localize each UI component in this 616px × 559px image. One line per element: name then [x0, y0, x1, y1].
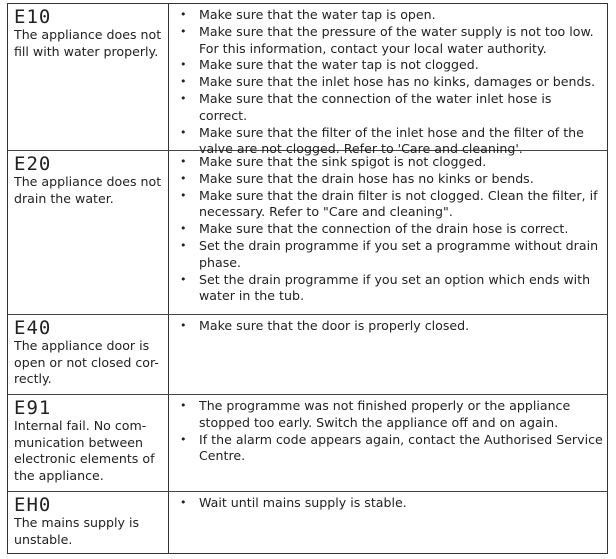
solution-list	[177, 318, 603, 335]
solution-list	[177, 154, 603, 305]
problem-description: The mains supply is unstable.	[14, 515, 140, 547]
table-row	[8, 491, 607, 553]
list-item: • Set the drain programme if you set an option which ends with water in the tub.	[177, 272, 603, 306]
alarm-code: E91	[14, 397, 52, 419]
list-item: • Make sure that the drain filter is not clogged. Clean the filter, if necessary. Refer to "Care and cleaning".	[177, 188, 603, 222]
problem-cell	[8, 4, 169, 150]
list-item: • Make sure that the connection of the water inlet hose is correct.	[177, 91, 603, 125]
list-item: • The programme was not finished properly or the appliance stopped too early. Switch the appliance off and on again.	[177, 398, 603, 432]
list-item: • If the alarm code appears again, contact the Authorised Service Centre.	[177, 432, 603, 466]
list-item: • Make sure that the filter of the inlet hose and the filter of the valve are not clogged. Refer to 'Care and cleaning'.	[177, 125, 603, 159]
problem-description: The appliance does not fill with water properly.	[14, 27, 162, 59]
problem-cell	[8, 151, 169, 314]
solution-cell	[169, 151, 607, 314]
list-item: • Make sure that the pressure of the water supply is not too low. For this information, contact your local water authority.	[177, 24, 603, 58]
solution-cell	[169, 395, 607, 491]
list-item: • Make sure that the connection of the drain hose is correct.	[177, 221, 603, 238]
table-row	[8, 4, 607, 157]
solution-cell	[169, 492, 607, 553]
alarm-code: E20	[14, 153, 52, 175]
list-item: • Set the drain programme if you set a programme without drain phase.	[177, 238, 603, 272]
list-item: • Make sure that the sink spigot is not clogged.	[177, 154, 603, 171]
list-item: • Make sure that the water tap is not clogged.	[177, 57, 603, 74]
list-item: • Make sure that the water tap is open.	[177, 7, 603, 24]
table-row	[8, 150, 607, 314]
solution-cell	[169, 4, 607, 157]
problem-cell	[8, 395, 169, 491]
solution-list	[177, 398, 603, 465]
problem-description: The appliance door is open or not closed cor-rectly.	[14, 338, 159, 386]
solution-cell	[169, 315, 607, 394]
list-item: • Make sure that the drain hose has no kinks or bends.	[177, 171, 603, 188]
list-item: • Wait until mains supply is stable.	[177, 495, 603, 512]
problem-cell	[8, 492, 169, 553]
list-item: • Make sure that the inlet hose has no kinks, damages or bends.	[177, 74, 603, 91]
solution-list	[177, 495, 603, 512]
table-row	[8, 314, 607, 394]
alarm-code: EH0	[14, 494, 52, 516]
alarm-code: E40	[14, 317, 52, 339]
table-row	[8, 394, 607, 491]
solution-list	[177, 7, 603, 158]
alarm-code: E10	[14, 6, 52, 28]
troubleshooting-table	[7, 3, 608, 554]
problem-cell	[8, 315, 169, 394]
problem-description: Internal fail. No com-munication between electronic elements of the appliance.	[14, 418, 155, 483]
list-item: • Make sure that the door is properly closed.	[177, 318, 603, 335]
problem-description: The appliance does not drain the water.	[14, 174, 162, 206]
